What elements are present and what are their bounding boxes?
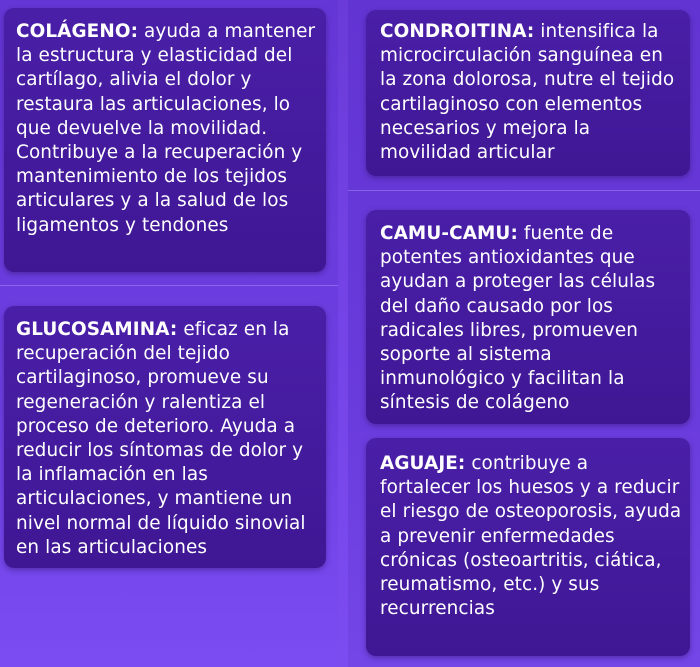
ingredient-card-glucosamina [4, 306, 326, 568]
ingredient-title: COLÁGENO: [16, 21, 139, 42]
ingredient-title: AGUAJE: [380, 453, 466, 474]
ingredient-card-camu-camu [366, 210, 690, 424]
ingredient-card-colageno [4, 8, 326, 272]
ingredient-description: fuente de potentes antioxidantes que ayudan a proteger las células del daño causado por los radicales libres, promueven soporte al sistema inmunológico y facilitan la síntesis de colágeno [380, 223, 656, 414]
ingredient-title: GLUCOSAMINA: [16, 319, 178, 340]
divider [0, 285, 338, 286]
divider [348, 190, 700, 191]
ingredient-description: ayuda a mantener la estructura y elasticidad del cartílago, alivia el dolor y restaura las articulaciones, lo que devuelve la movilidad. Contribuye a la recuperación y mantenimiento de los tejidos articulares y a la salud de los ligamentos y tendones [16, 21, 316, 236]
ingredient-description: intensifica la microcirculación sanguínea en la zona dolorosa, nutre el tejido cartilaginoso con elementos necesarios y mejora la movilidad articular [380, 21, 675, 164]
ingredient-title: CONDROITINA: [380, 21, 535, 42]
ingredient-card-condroitina [366, 10, 690, 176]
ingredient-description: contribuye a fortalecer los huesos y a reducir el riesgo de osteoporosis, ayuda a prevenir enfermedades crónicas (osteoartritis, ciática, reumatismo, etc.) y sus recurrencias [380, 453, 682, 620]
ingredient-description: eficaz en la recuperación del tejido cartilaginoso, promueve su regeneración y ralentiza el proceso de deterioro. Ayuda a reducir los síntomas de dolor y la inflamación en las articulaciones, y mantiene un nivel normal de líquido sinovial en las articulaciones [16, 319, 306, 558]
ingredient-card-aguaje [366, 438, 690, 656]
ingredient-title: CAMU-CAMU: [380, 223, 518, 244]
